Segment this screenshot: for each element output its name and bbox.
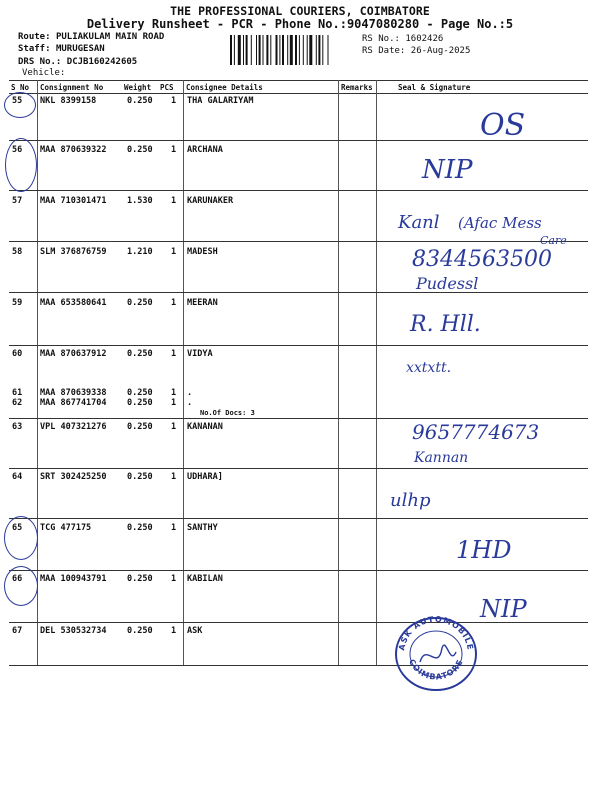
table-bottom-border [9,665,588,666]
ink-circle [5,138,37,192]
row-pcs: 1 [171,388,177,398]
stamp-bottom-text: COIMBATORE [407,657,465,682]
row-consignment: NKL 8399158 [40,96,97,106]
row-sno: 64 [12,472,23,482]
barcode-bar [279,35,280,65]
signature-64: ulhp [390,490,431,511]
row-pcs: 1 [171,626,177,636]
signature-63-name: Kannan [414,450,469,466]
row-weight: 0.250 [127,523,153,533]
barcode-bar [266,35,268,65]
col-divider [376,80,377,665]
row-consignment: DEL 530532734 [40,626,107,636]
signature-57-note: (Afac Mess [458,214,542,232]
barcode-bar [299,35,300,65]
barcode-bar [290,35,293,65]
row-consignment: MAA 870639338 [40,388,107,398]
barcode-bar [276,35,278,65]
barcode-bar [230,35,232,65]
table-header-border [9,93,588,94]
row-pcs: 1 [171,398,177,408]
row-sno: 62 [12,398,23,408]
document-subtitle: Delivery Runsheet - PCR - Phone No.:9047080280 - Page No.:5 [86,17,514,31]
row-weight: 1.210 [127,247,153,257]
row-divider [9,292,588,293]
row-pcs: 1 [171,298,177,308]
row-consignee: UDHARA] [187,472,223,482]
col-header-consignment: Consignment No [40,83,104,92]
barcode-bar [307,35,308,65]
row-pcs: 1 [171,196,177,206]
signature-57-name: Kanl [398,212,440,233]
row-consignee: THA GALARIYAM [187,96,254,106]
row-pcs: 1 [171,145,177,155]
barcode-bar [318,35,320,65]
row-weight: 0.250 [127,574,153,584]
row-consignment: MAA 867741704 [40,398,107,408]
table-top-border [9,80,588,81]
row-consignment: SRT 302425250 [40,472,107,482]
row-sno: 57 [12,196,23,206]
row-divider [9,418,588,419]
row-weight: 0.250 [127,145,153,155]
row-consignee: SANTHY [187,523,218,533]
row-divider [9,518,588,519]
row-sno: 60 [12,349,23,359]
svg-text:ASK AUTOMOBILE [397,615,475,651]
barcode-bar [287,35,288,65]
ink-circle [4,516,38,560]
row-sno: 66 [12,574,23,584]
row-weight: 0.250 [127,96,153,106]
rs-no-value: 1602426 [405,34,444,44]
row-consignee: MEERAN [187,298,218,308]
row-sno: 63 [12,422,23,432]
barcode-bar [282,35,284,65]
row-consignee: . [187,388,193,398]
route-value: PULIAKULAM MAIN ROAD [55,32,165,42]
barcode-bar [256,35,257,65]
row-consignee: MADESH [187,247,218,257]
stamp-signature-scribble [420,645,456,662]
row-sno: 67 [12,626,23,636]
row-consignee: KABILAN [187,574,223,584]
staff-line [18,44,105,54]
row-pcs: 1 [171,472,177,482]
col-divider [37,80,38,665]
route-label: Route: [18,32,51,42]
rs-no-label: RS No.: [362,34,400,44]
row-consignment: TCG 477175 [40,523,92,533]
staff-label: Staff: [18,44,51,54]
signature-59: R. Hll. [410,312,481,337]
row-pcs: 1 [171,247,177,257]
barcode-bar [243,35,244,65]
barcode-image [230,35,358,65]
ink-circle [4,566,38,606]
col-header-weight: Weight [124,83,152,92]
row-divider [9,190,588,191]
barcode-bar [238,35,241,65]
row-sno: 58 [12,247,23,257]
docs-count-note: No.Of Docs: 3 [200,409,255,417]
row-consignee: KANANAN [187,422,223,432]
row-weight: 0.250 [127,626,153,636]
row-weight: 0.250 [127,349,153,359]
row-consignment: MAA 870639322 [40,145,107,155]
barcode-bar [251,35,252,65]
signature-65: 1HD [456,536,512,564]
company-stamp [390,612,482,692]
barcode-bar [322,35,323,65]
barcode-bar [270,35,271,65]
row-divider [9,345,588,346]
document-title: THE PROFESSIONAL COURIERS, COIMBATORE [170,4,430,18]
row-weight: 0.250 [127,298,153,308]
route-line [18,32,164,42]
drs-label: DRS No.: [18,57,62,67]
row-consignee: KARUNAKER [187,196,234,206]
stamp-top-text: ASK AUTOMOBILE [397,614,475,652]
vehicle-label: Vehicle: [22,68,66,78]
col-divider [338,80,339,665]
barcode-bar [328,35,329,65]
row-weight: 0.250 [127,422,153,432]
drs-value: DCJB160242605 [66,57,138,67]
drs-line [18,57,137,67]
col-divider [183,80,184,665]
row-pcs: 1 [171,523,177,533]
signature-58-phone: 8344563500 [412,247,552,272]
row-pcs: 1 [171,422,177,432]
row-consignment: MAA 100943791 [40,574,107,584]
row-sno: 59 [12,298,23,308]
col-header-seal: Seal & Signature [398,83,471,92]
signature-60: xxtxtt. [406,360,452,376]
rs-date-line [362,46,470,56]
signature-57-care: Care [540,234,567,247]
row-consignee: . [187,398,193,408]
ink-circle [4,92,36,118]
barcode-bar [295,35,297,65]
row-pcs: 1 [171,96,177,106]
row-pcs: 1 [171,349,177,359]
row-sno: 65 [12,523,23,533]
signature-58-name: Pudessl [416,274,479,293]
row-divider [9,570,588,571]
row-sno: 55 [12,96,23,106]
barcode-bar [303,35,304,65]
col-header-sno: S No [11,83,30,92]
barcode-bar [263,35,264,65]
svg-text:COIMBATORE [407,658,465,682]
signature-63-phone: 9657774673 [412,420,540,444]
rs-date-label: RS Date: [362,46,406,56]
signature-55: OS [480,108,526,143]
row-pcs: 1 [171,574,177,584]
row-consignment: MAA 653580641 [40,298,107,308]
row-consignee: ASK [187,626,203,636]
row-consignment: MAA 870637912 [40,349,107,359]
row-weight: 0.250 [127,398,153,408]
col-header-pcs: PCS [160,83,174,92]
row-sno: 56 [12,145,23,155]
barcode-bar [234,35,235,65]
rs-date-value: 26-Aug-2025 [410,46,471,56]
signature-56: NIP [422,155,473,185]
barcode-bar [259,35,261,65]
row-consignee: VIDYA [187,349,213,359]
row-consignee: ARCHANA [187,145,223,155]
row-consignment: SLM 376876759 [40,247,107,257]
row-sno: 61 [12,388,23,398]
row-divider [9,241,588,242]
row-weight: 0.250 [127,388,153,398]
barcode-bar [316,35,317,65]
col-header-remarks: Remarks [341,83,373,92]
staff-value: MURUGESAN [55,44,105,54]
row-consignment: VPL 407321276 [40,422,107,432]
col-header-consignee: Consignee Details [186,83,263,92]
row-weight: 0.250 [127,472,153,482]
signature-66: NIP [480,595,527,623]
barcode-bar [246,35,248,65]
barcode-bar [309,35,312,65]
row-weight: 1.530 [127,196,153,206]
rs-no-line [362,34,443,44]
row-divider [9,468,588,469]
row-consignment: MAA 710301471 [40,196,107,206]
